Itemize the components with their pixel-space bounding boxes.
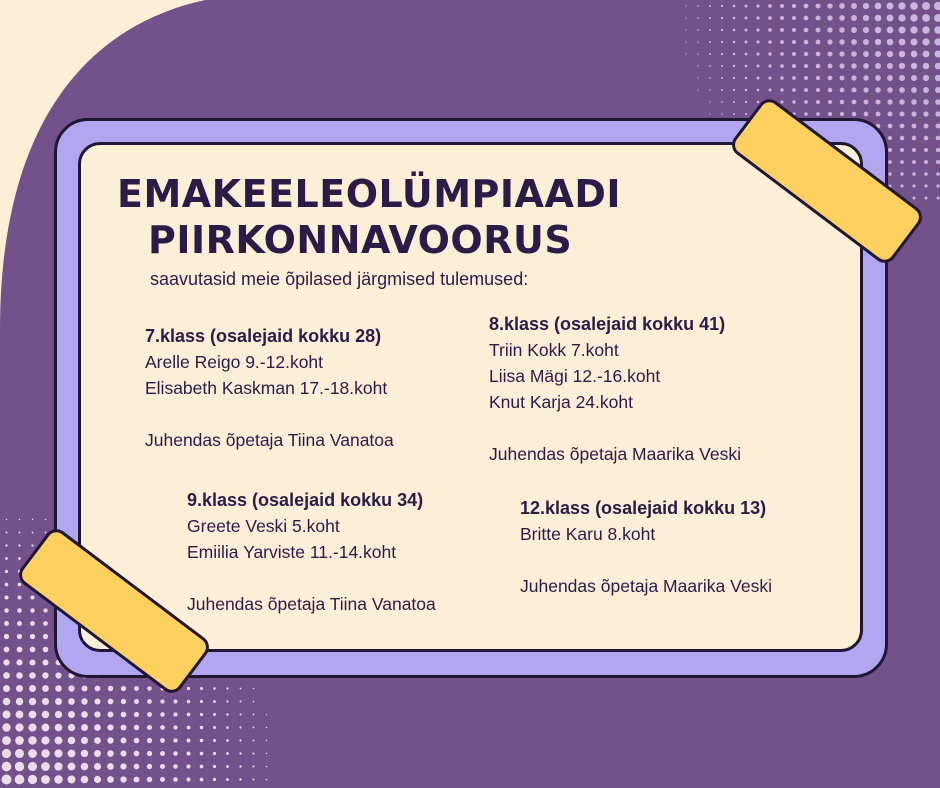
- class-7-block: [145, 323, 394, 453]
- class-heading: 7.klass (osalejaid kokku 28): [145, 326, 382, 346]
- teacher-line: Juhendas õpetaja Maarika Veski: [489, 444, 741, 464]
- result-line: Liisa Mägi 12.-16.koht: [489, 366, 661, 386]
- class-heading: 9.klass (osalejaid kokku 34): [187, 490, 424, 510]
- result-line: Knut Karja 24.koht: [489, 392, 633, 412]
- teacher-line: Juhendas õpetaja Tiina Vanatoa: [145, 430, 394, 450]
- title-line-2: PIIRKONNAVOORUS: [148, 218, 573, 262]
- result-line: Greete Veski 5.koht: [187, 516, 340, 536]
- result-line: Elisabeth Kaskman 17.-18.koht: [145, 378, 388, 398]
- result-line: Triin Kokk 7.koht: [489, 340, 619, 360]
- class-heading: 8.klass (osalejaid kokku 41): [489, 314, 726, 334]
- result-line: Arelle Reigo 9.-12.koht: [145, 352, 324, 372]
- class-9-block: [187, 487, 436, 617]
- title-line-1: EMAKEELEOLÜMPIAADI: [117, 172, 622, 216]
- class-heading: 12.klass (osalejaid kokku 13): [520, 498, 767, 518]
- class-12-block: [520, 495, 772, 599]
- result-line: Emiilia Yarviste 11.-14.koht: [187, 542, 397, 562]
- subtitle: saavutasid meie õpilased järgmised tulemused:: [150, 269, 529, 289]
- class-8-block: [489, 311, 741, 467]
- teacher-line: Juhendas õpetaja Tiina Vanatoa: [187, 594, 436, 614]
- teacher-line: Juhendas õpetaja Maarika Veski: [520, 576, 772, 596]
- result-line: Britte Karu 8.koht: [520, 524, 656, 544]
